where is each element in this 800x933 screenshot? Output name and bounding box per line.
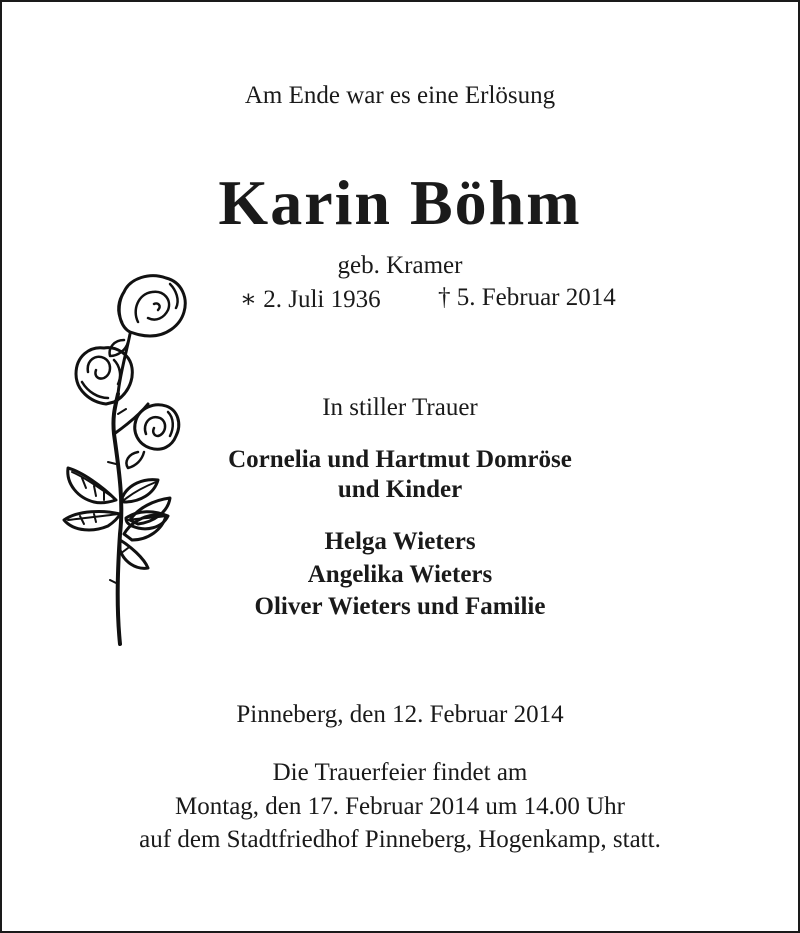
deceased-name: Karin Böhm: [218, 167, 582, 238]
maiden-name: geb. Kramer: [337, 252, 463, 279]
motto: Am Ende war es eine Erlösung: [244, 82, 556, 109]
mourner-line: und Kinder: [337, 476, 463, 503]
mourner-line: Angelika Wieters: [307, 561, 493, 588]
birth-date: ∗ 2. Juli 1936: [240, 286, 381, 313]
funeral-line: Montag, den 17. Februar 2014 um 14.00 Uhr: [175, 793, 625, 820]
life-dates: [240, 284, 660, 316]
funeral-line: auf dem Stadtfriedhof Pinneberg, Hogenkamp, statt.: [139, 826, 661, 853]
funeral-line: Die Trauerfeier findet am: [272, 759, 528, 786]
mourner-line: Oliver Wieters und Familie: [254, 593, 546, 620]
mourning-phrase: In stiller Trauer: [322, 394, 478, 421]
death-date: † 5. Februar 2014: [438, 284, 616, 311]
place-date: Pinneberg, den 12. Februar 2014: [236, 701, 564, 728]
mourner-line: Cornelia und Hartmut Domröse: [228, 446, 572, 473]
mourner-line: Helga Wieters: [324, 528, 476, 555]
